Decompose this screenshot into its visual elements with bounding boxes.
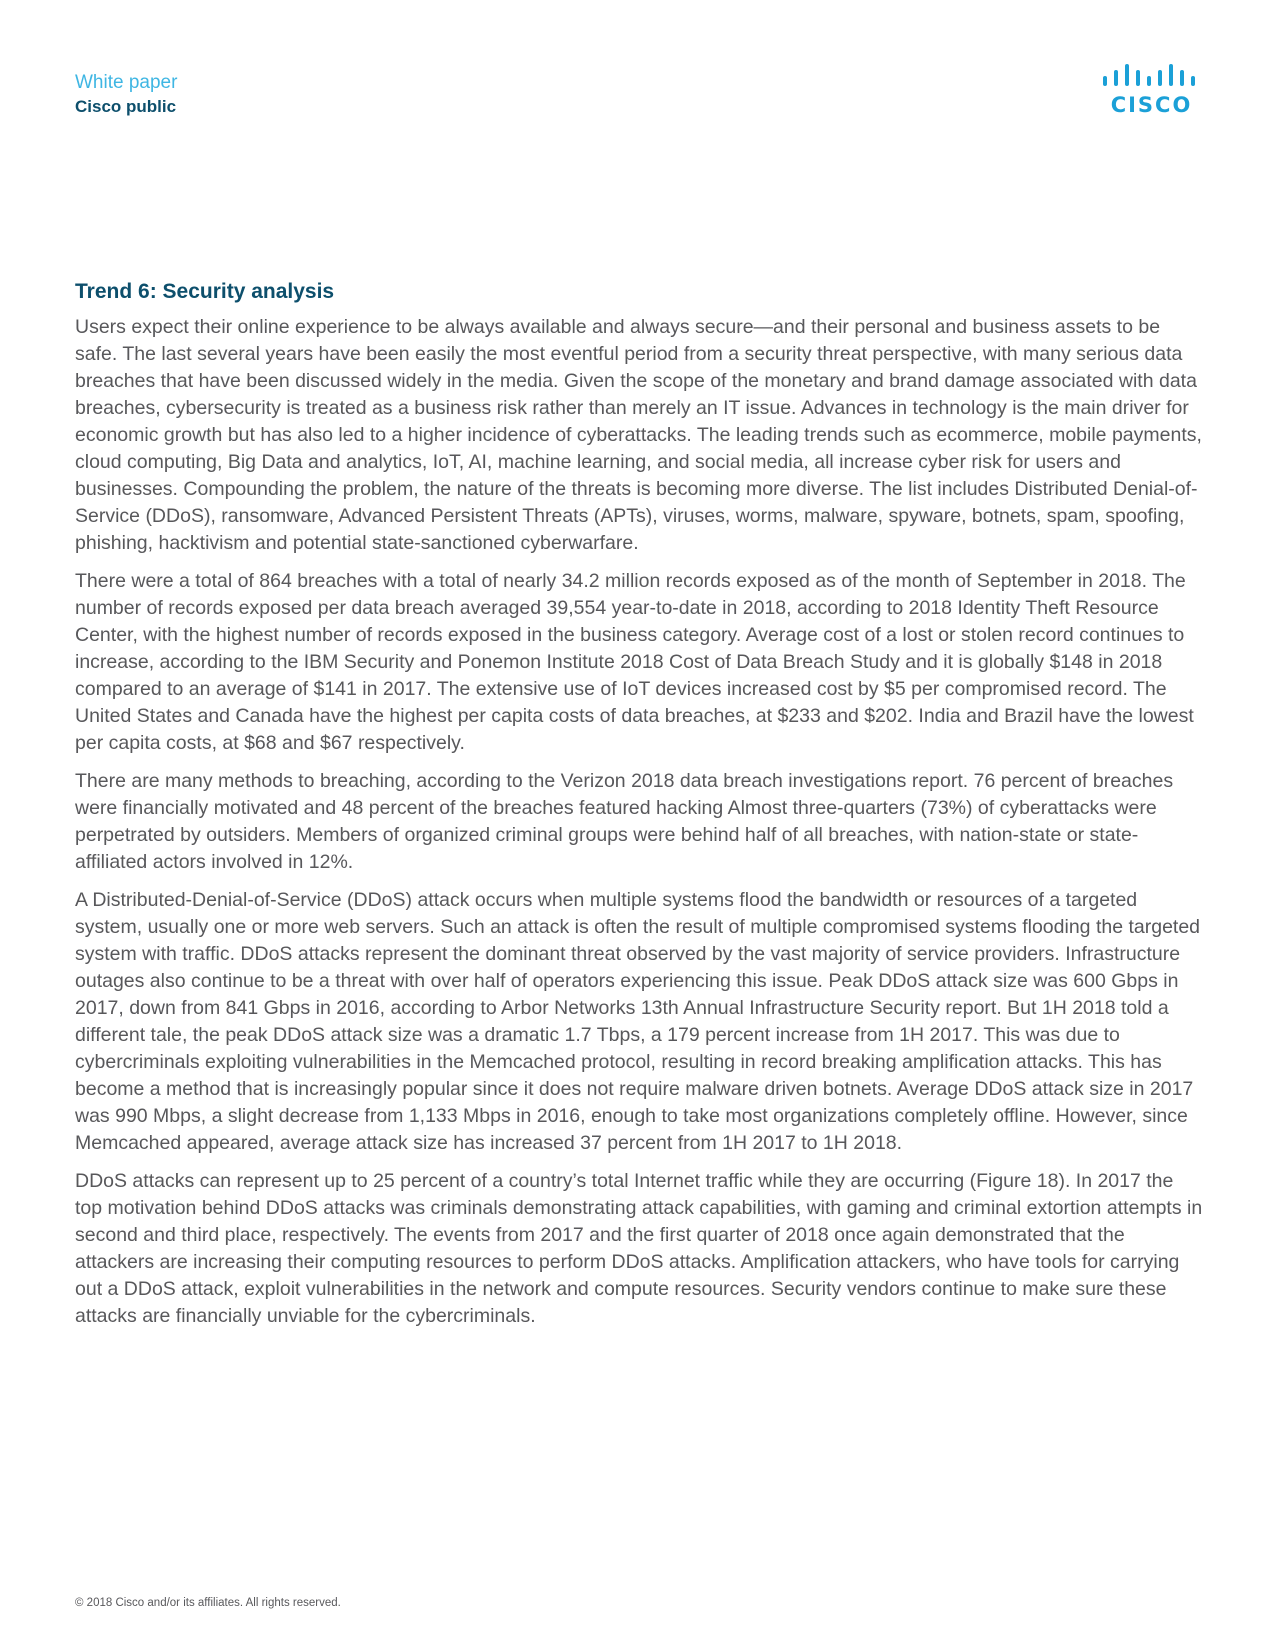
paragraph-breach-methods: There are many methods to breaching, according to the Verizon 2018 data breach investigations report. 76 percent of breaches were financially motivated and 48 percent of the breaches featured hacking Almost three-quarters (73%) of cyberattacks were perpetrated by outsiders. Members of organized criminal groups were behind half of all breaches, with nation-state or state-affiliated actors involved in 12%. [75,770,1174,873]
cisco-logo [1103,64,1200,116]
paragraph-security-overview: Users expect their online experience to be always available and always secure—and their personal and business assets to be safe. The last several years have been easily the most eventful period from a security threat perspective, with many serious data breaches that have been discussed widely in the media. Given the scope of the monetary and brand damage associated with data breaches, cybersecurity is treated as a business risk rather than merely an IT issue. Advances in technology is the main driver for economic growth but has also led to a higher incidence of cyberattacks. The leading trends such as ecommerce, mobile payments, cloud computing, Big Data and analytics, IoT, AI, machine learning, and social media, all increase cyber risk for users and businesses. Compounding the problem, the nature of the threats is becoming more diverse. The list includes Distributed Denial-of-Service (DDoS), ransomware, Advanced Persistent Threats (APTs), viruses, worms, malware, spyware, botnets, spam, spoofing, phishing, hacktivism and potential state-sanctioned cyberwarfare. [75,316,1202,554]
document-classification-label: Cisco public [75,97,177,116]
cisco-bridge-logo-icon [1103,64,1200,92]
paragraph-ddos-definition: A Distributed-Denial-of-Service (DDoS) attack occurs when multiple systems flood the bandwidth or resources of a targeted system, usually one or more web servers. Such an attack is often the result of multiple compromised systems flooding the targeted system with traffic. DDoS attacks represent the dominant threat observed by the vast majority of service providers. Infrastructure outages also continue to be a threat with over half of operators experiencing this issue. Peak DDoS attack size was 600 Gbps in 2017, down from 841 Gbps in 2016, according to Arbor Networks 13th Annual Infrastructure Security report. But 1H 2018 told a different tale, the peak DDoS attack size was a dramatic 1.7 Tbps, a 179 percent increase from 1H 2017. This was due to cybercriminals exploiting vulnerabilities in the Memcached protocol, resulting in record breaking amplification attacks. This has become a method that is increasingly popular since it does not require malware driven botnets. Average DDoS attack size in 2017 was 990 Mbps, a slight decrease from 1,133 Mbps in 2016, enough to take most organizations completely offline. However, since Memcached appeared, average attack size has increased 37 percent from 1H 2017 to 1H 2018. [75,889,1201,1154]
paragraph-breach-statistics: There were a total of 864 breaches with a total of nearly 34.2 million records exposed as of the month of September in 2018. The number of records exposed per data breach averaged 39,554 year-to-date in 2018, according to 2018 Identity Theft Resource Center, with the highest number of records exposed in the business category. Average cost of a lost or stolen record continues to increase, according to the IBM Security and Ponemon Institute 2018 Cost of Data Breach Study and it is globally $148 in 2018 compared to an average of $141 in 2017. The extensive use of IoT devices increased cost by $5 per compromised record. The United States and Canada have the highest per capita costs of data breaches, at $233 and $202. India and Brazil have the lowest per capita costs, at $68 and $67 respectively. [75,570,1194,754]
footer-copyright: © 2018 Cisco and/or its affiliates. All rights reserved. [75,1597,341,1609]
document-type-label: White paper [75,72,178,93]
section-title: Trend 6: Security analysis [75,280,335,303]
page-header [75,70,177,118]
paragraph-ddos-traffic: DDoS attacks can represent up to 25 percent of a country’s total Internet traffic while they are occurring (Figure 18). In 2017 the top motivation behind DDoS attacks was criminals demonstrating attack capabilities, with gaming and criminal extortion attempts in second and third place, respectively. The events from 2017 and the first quarter of 2018 once again demonstrated that the attackers are increasing their computing resources to perform DDoS attacks. Amplification attackers, who have tools for carrying out a DDoS attack, exploit vulnerabilities in the network and compute resources. Security vendors continue to make sure these attacks are financially unviable for the cybercriminals. [75,1170,1203,1327]
main-content [75,277,1205,1341]
cisco-logo-wordmark: CISCO [1110,93,1193,117]
